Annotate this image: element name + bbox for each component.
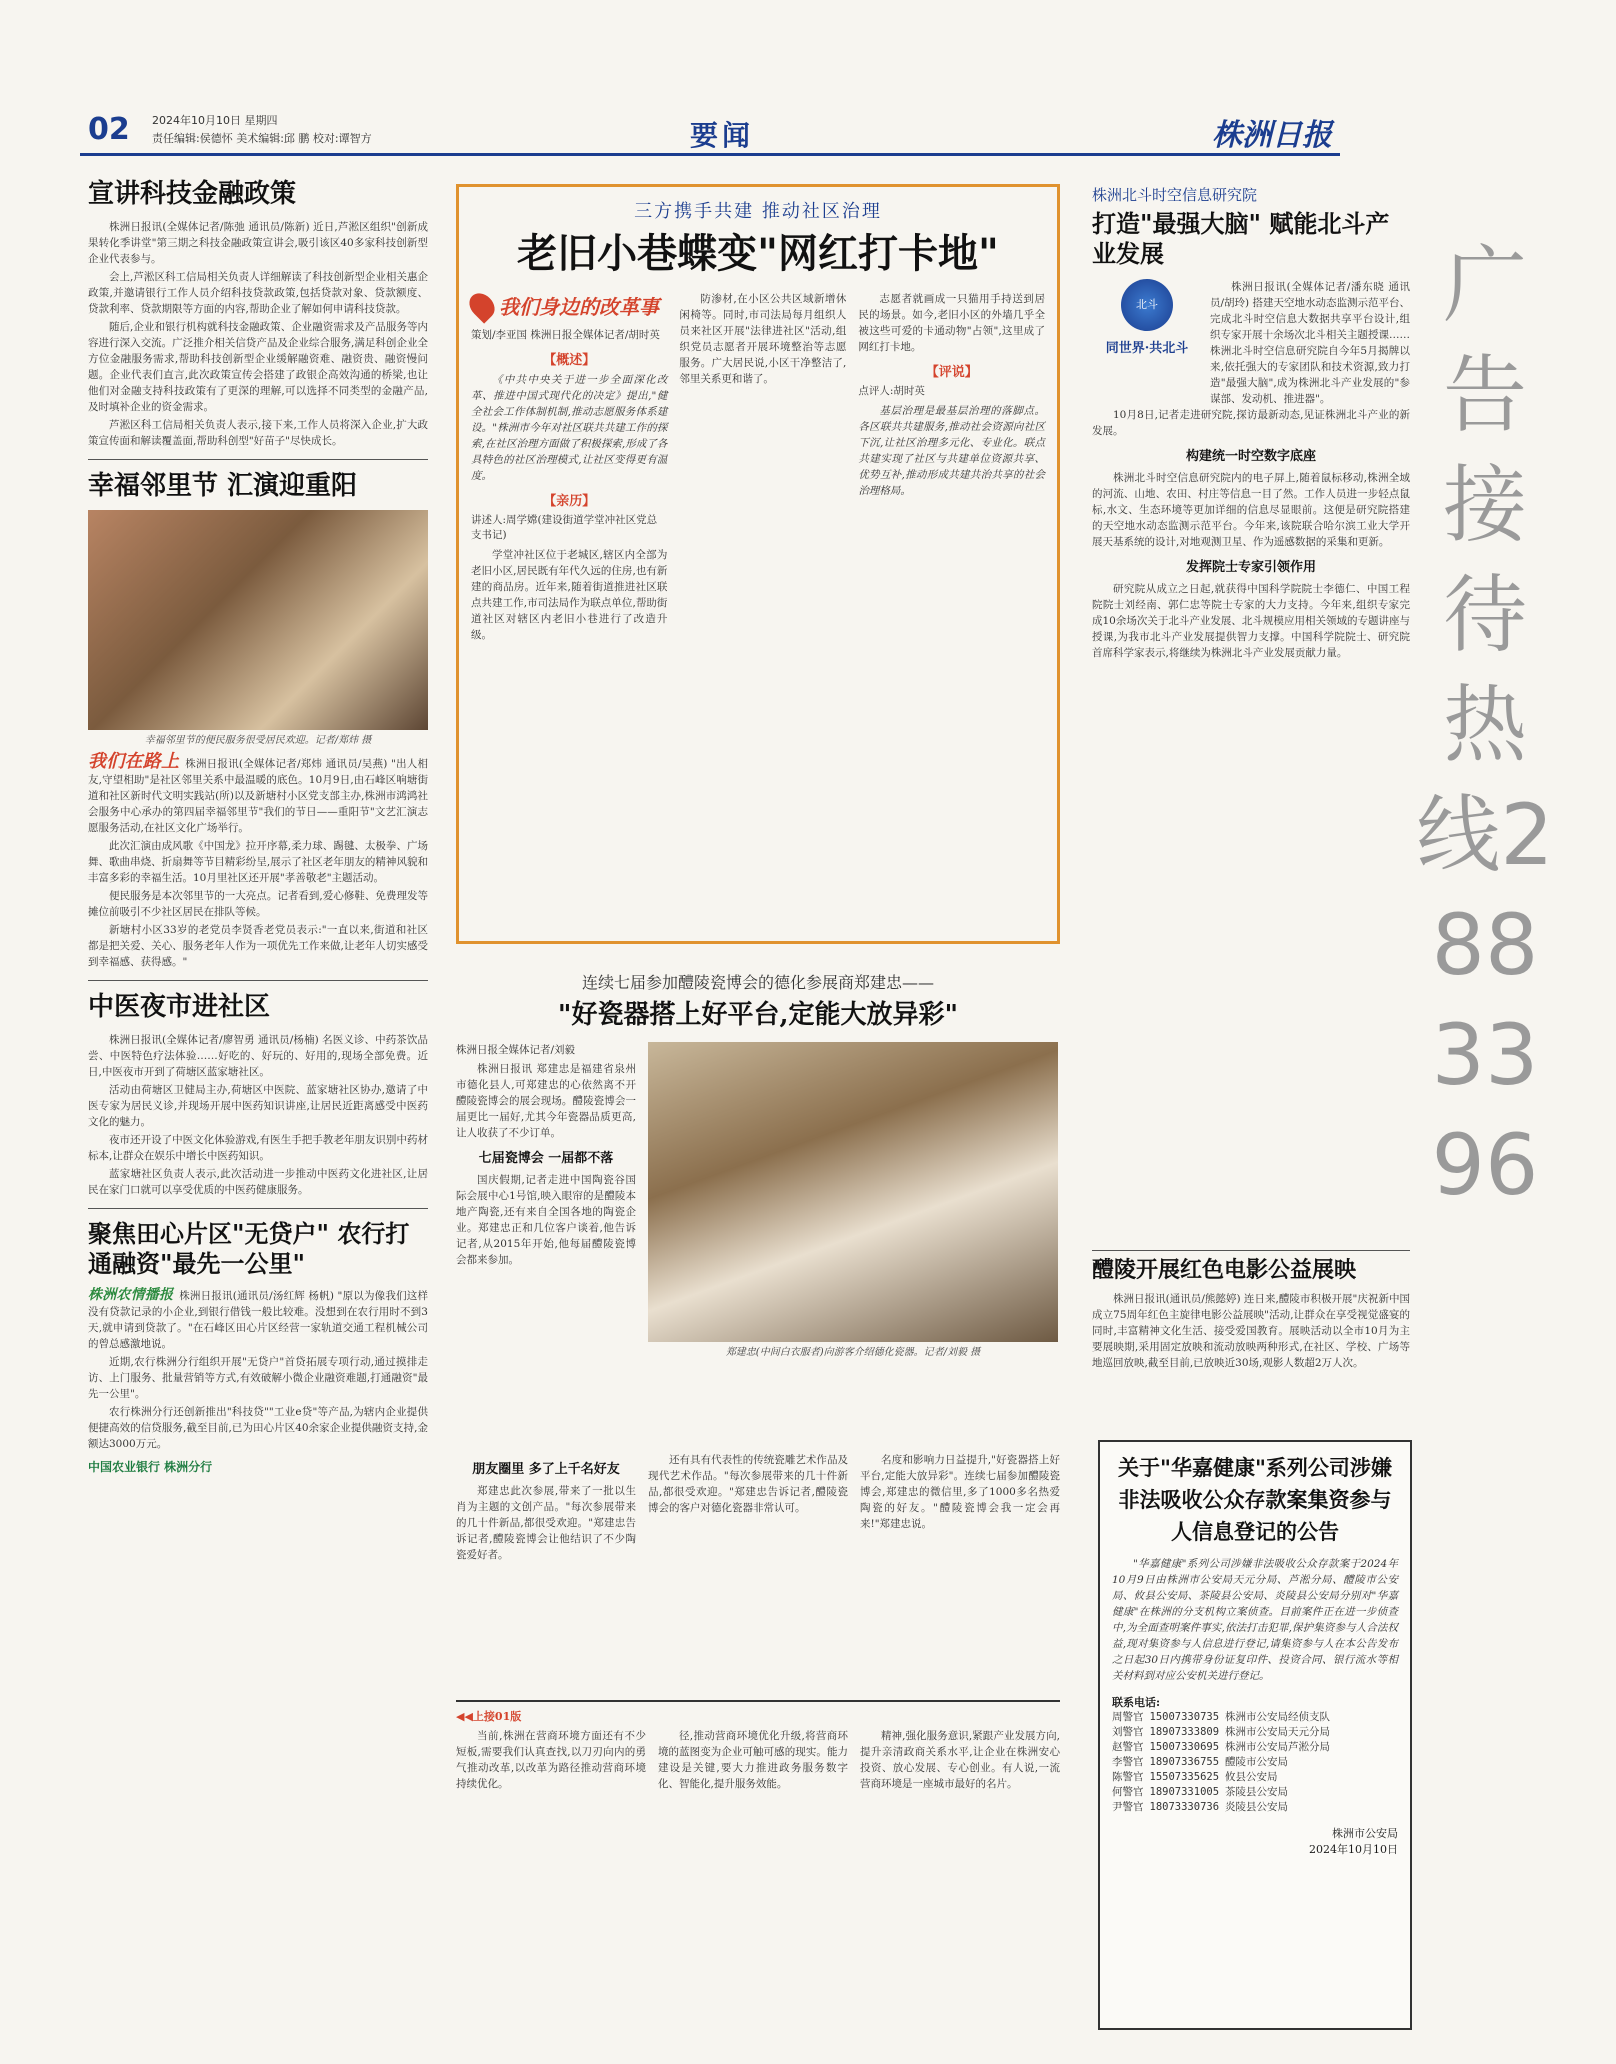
reform-badge	[471, 291, 667, 320]
paragraph: 农行株洲分行还创新推出"科技贷""工业e贷"等产品,为辖内企业提供便捷高效的信贷服务,截至目前,已为田心片区40余家企业提供融资支持,金额达3000万元。	[88, 1405, 428, 1450]
page-number: 02	[88, 112, 130, 147]
lead-title: 老旧小巷蝶变"网红打卡地"	[517, 230, 999, 277]
article-title: 宣讲科技金融政策	[88, 179, 297, 209]
ceramics-text-2: 郑建忠此次参展,带来了一批以生肖为主题的文创产品。"每次参展带来的几十件新品,都很受欢迎。"郑建忠告诉记者,醴陵瓷博会让他结识了不少陶瓷爱好者。	[456, 1485, 636, 1561]
contact-name: 陈警官	[1112, 1771, 1144, 1783]
on-the-road-badge: 我们在路上	[88, 751, 180, 772]
lead-col-3	[858, 291, 1045, 643]
article-title: 幸福邻里节 汇演迎重阳	[88, 470, 358, 501]
article-tech-finance	[88, 178, 428, 449]
paragraph: 随后,企业和银行机构就科技金融政策、企业融资需求及产品服务等内容进行深入交流。广泛推介相关信贷产品及企业综合服务,满足科创企业全方位金融服务需求,帮助科技创新型企业缓解融资难、融资贵、融资慢问题。企业代表们直言,此次政策宣传会搭建了政银企高效沟通的桥梁,也让他们对金融支持科技政策有了更深的理解,可以选择不同类型的金融产品,及时填补企业的资金需求。	[88, 320, 428, 413]
contact-phone: 18907336755	[1149, 1756, 1220, 1768]
ceramics-story	[456, 970, 1060, 1450]
overview-text: 《中共中央关于进一步全面深化改革、推进中国式现代化的决定》提出,"健全社会工作体制机制,推动志愿服务体系建设。"株洲市今年对社区联共共建工作的探索,在社区治理方面做了积极探索,形成了各具特色的社区治理模式,让社区变得更有温度。	[471, 374, 668, 482]
ceramics-col-3	[456, 1452, 636, 1682]
ceramics-text-3: 还有具有代表性的传统瓷雕艺术作品及现代艺术作品。"每次参展带来的几十件新品,都很受欢迎。"郑建忠告诉记者,醴陵瓷博会的客户对德化瓷器非常认可。	[648, 1454, 848, 1514]
contact-name: 何警官	[1112, 1786, 1144, 1798]
article-title: 聚焦田心片区"无贷户" 农行打通融资"最先一公里"	[88, 1218, 410, 1278]
divider	[88, 1208, 428, 1209]
police-notice	[1098, 1440, 1412, 2030]
paragraph: 株洲日报讯(通讯员/汤红辉 杨帆) "原以为像我们这样没有贷款记录的小企业,到银行借钱一般比较难。没想到在农行用时不到3天,就申请到贷款了。"在石峰区田心片区经营一家轨道交通工程机械公司的曾总感激地说。	[88, 1289, 428, 1350]
contact-phone: 15507335625	[1149, 1771, 1220, 1783]
lead-byline: 策划/李亚国 株洲日报全媒体记者/胡时英	[471, 329, 660, 341]
article-title: 中医夜市进社区	[88, 992, 271, 1022]
contact-unit: 株洲市公安局芦淞分局	[1225, 1741, 1331, 1753]
contact-row	[1112, 1725, 1398, 1740]
notice-issuer: 株洲市公安局	[1332, 1827, 1398, 1840]
label-comment: 【评说】	[925, 365, 978, 380]
ceramics-col-1	[456, 1042, 636, 1360]
contact-name: 李警官	[1112, 1756, 1144, 1768]
paragraph: 活动由荷塘区卫健局主办,荷塘区中医院、蓝家塘社区协办,邀请了中医专家为居民义诊,并现场开展中医药知识讲座,让居民近距离感受中医药文化的魅力。	[88, 1083, 428, 1128]
farm-news-badge: 株洲农情播报	[88, 1286, 174, 1303]
continued-story	[456, 1700, 1060, 2040]
experience-text: 学堂冲社区位于老城区,辖区内全部为老旧小区,居民既有年代久远的住房,也有新建的商品房。近年来,随着街道推进社区联点共建工作,市司法局作为联点单位,帮助街道社区对辖区内老旧小巷进行了改造升级。	[471, 549, 668, 641]
paragraph: 近期,农行株洲分行组织开展"无贷户"首贷拓展专项行动,通过摸排走访、上门服务、批量营销等方式,有效破解小微企业融资难题,打通融资"最先一公里"。	[88, 1355, 428, 1400]
article-body	[88, 1032, 428, 1198]
ceramics-lower	[456, 1452, 1060, 1682]
article-body	[88, 219, 428, 449]
header-meta	[152, 112, 372, 148]
contact-unit: 攸县公安局	[1225, 1771, 1278, 1783]
contact-row	[1112, 1755, 1398, 1770]
article-body	[88, 1287, 428, 1452]
liling-text: 株洲日报讯(通讯员/熊懿婷) 连日来,醴陵市积极开展"庆祝新中国成立75周年红色主旋律电影公益展映"活动,让群众在享受视觉盛宴的同时,丰富精神文化生活、接受爱国教育。展映活动以全市10月为主要展映期,采用固定放映和流动放映两种形式,在社区、学校、广场等地巡回放映,截至目前,已放映近30场,观影人数超2万人次。	[1092, 1292, 1410, 1369]
paragraph: 便民服务是本次邻里节的一大亮点。记者看到,爱心修鞋、免费理发等摊位前吸引不少社区居民在排队等候。	[88, 890, 428, 918]
beidou-text-1: 株洲北斗时空信息研究院内的电子屏上,随着鼠标移动,株洲全域的河流、山地、农田、村庄等信息一目了然。工作人员进一步轻点鼠标,水文、生态环境等更加详细的信息尽显眼前。这便是研究院搭建的天空地水动态监测示范平台。今年来,该院联合哈尔滨工业大学开展天基系统的设计,对地观测卫星、作为遥感数据的采集和更新。	[1092, 472, 1410, 548]
experience-byline: 讲述人:周学嫦(建设街道学堂冲社区党总支书记)	[471, 514, 658, 541]
ceramics-col-2	[648, 1042, 1058, 1360]
liling-title: 醴陵开展红色电影公益展映	[1092, 1257, 1357, 1283]
contact-phone: 18073330736	[1149, 1801, 1220, 1813]
paragraph: 新塘村小区33岁的老党员李贤香老党员表示:"一直以来,街道和社区都是把关爱、关心、服务老年人作为一项优先工作来做,让老年人切实感受到幸福感、获得感。"	[88, 924, 428, 968]
beidou-subhead-1: 构建统一时空数字底座	[1185, 449, 1316, 464]
beidou-para-2: 10月8日,记者走进研究院,探访最新动态,见证株洲北斗产业的新发展。	[1092, 409, 1410, 437]
lead-col-2-text: 防渗材,在小区公共区域新增休闲椅等。同时,市司法局每月组织人员来社区开展"法律进社区"活动,组织党员志愿者开展环境整治等志愿服务。广大居民说,小区干净整洁了,邻里关系更和谐了。	[679, 293, 847, 385]
label-overview: 【概述】	[543, 353, 596, 368]
ceramics-lead-text: 株洲日报讯 郑建忠是福建省泉州市德化县人,可郑建忠的心依然离不开醴陵瓷博会的展会现场。醴陵瓷博会一届更比一届好,尤其今年瓷器品质更高,让人收获了不少订单。	[456, 1062, 636, 1139]
paragraph: 株洲日报讯(全媒体记者/郑炜 通讯员/吴燕) "出人相友,守望相助"是社区邻里关系中最温暖的底色。10月9日,由石峰区响塘街道和社区新时代文明实践站(所)以及新塘村小区党支部主办,株洲市鸿鸿社会服务中心承办的第四届幸福邻里节"我们的节日——重阳节"文艺汇演志愿服务活动,在社区文化广场举行。	[88, 758, 428, 834]
article-tcm-night-market	[88, 991, 428, 1198]
notice-date: 2024年10月10日	[1309, 1843, 1398, 1856]
ceramics-byline: 株洲日报全媒体记者/刘毅	[456, 1043, 576, 1056]
article-body	[88, 751, 428, 970]
contact-unit: 株洲市公安局天元分局	[1225, 1726, 1331, 1738]
beidou-kicker: 株洲北斗时空信息研究院	[1092, 186, 1258, 204]
notice-body: "华嘉健康"系列公司涉嫌非法吸收公众存款案于2024年10月9日由株洲市公安局天元分局、芦淞分局、醴陵市公安局、攸县公安局、茶陵县公安局、炎陵县公安局分别对"华嘉健康"在株洲的分支机构立案侦查。目前案件正在进一步侦查中,为全面查明案件事实,依法打击犯罪,保护集资参与人合法权益,现对集资参与人信息进行登记,请集资参与人在本公告发布之日起30日内携带身份证复印件、投资合同、银行流水等相关材料到对应公安机关进行登记。	[1112, 1558, 1398, 1682]
beidou-intro	[1092, 279, 1410, 407]
continued-columns	[456, 1728, 1060, 1792]
contact-phone: 18907333809	[1149, 1726, 1220, 1738]
contacts-label: 联系电话:	[1112, 1696, 1161, 1709]
paragraph: 株洲日报讯(全媒体记者/廖智勇 通讯员/杨楠) 名医义诊、中药茶饮品尝、中医特色疗法体验……好吃的、好玩的、好用的,现场全部免费。近日,中医夜市开到了荷塘区蓝家塘社区。	[88, 1033, 428, 1078]
continued-col-1: 当前,株洲在营商环境方面还有不少短板,需要我们认真查找,以刀刃向内的勇气推动改革,以改革为路径推动营商环境持续优化。	[456, 1730, 646, 1790]
continued-col-2: 径,推动营商环境优化升级,将营商环境的蓝图变为企业可触可感的现实。能力建设是关键,要大力推进政务服务数字化、智能化,提升服务效能。	[658, 1730, 848, 1790]
ceramics-text-1: 国庆假期,记者走进中国陶瓷谷国际会展中心1号馆,映入眼帘的是醴陵本地产陶瓷,还有来自全国各地的陶瓷企业。郑建忠正和几位客户谈着,他告诉记者,从2015年开始,他每届醴陵瓷博会都来参加。	[456, 1173, 636, 1266]
divider	[88, 459, 428, 460]
contacts-list	[1112, 1710, 1398, 1815]
contact-row	[1112, 1770, 1398, 1785]
beidou-subhead-2: 发挥院士专家引领作用	[1185, 560, 1316, 575]
contact-unit: 炎陵县公安局	[1225, 1801, 1289, 1813]
ad-hotline-text: 广告接待热线2883396	[1416, 236, 1554, 1214]
reform-badge-label: 我们身边的改革事	[499, 295, 659, 319]
beidou-slogan: 同世界·共北斗	[1105, 341, 1189, 356]
contact-unit: 醴陵市公安局	[1225, 1756, 1289, 1768]
contact-row	[1112, 1710, 1398, 1725]
contact-row	[1112, 1800, 1398, 1815]
liling-film-story	[1092, 1250, 1410, 1430]
article-neighbor-festival	[88, 470, 428, 971]
ceramics-subhead-1: 七届瓷博会 一届都不落	[478, 1150, 614, 1166]
paragraph: 蓝家塘社区负责人表示,此次活动进一步推动中医药文化进社区,让居民在家门口就可以享受优质的中医药健康服务。	[88, 1167, 428, 1196]
editors-line: 责任编辑:侯德怀 美术编辑:邱 鹏 校对:谭智方	[152, 132, 372, 145]
ceramics-col-5	[860, 1452, 1060, 1682]
paragraph: 株洲日报讯(全媒体记者/陈弛 通讯员/陈新) 近日,芦淞区组织"创新成果转化季讲堂"第三期之科技金融政策宣讲会,吸引该区40多家科技创新型企业代表参与。	[88, 220, 428, 265]
page-header	[80, 110, 1340, 156]
lead-col-2	[679, 291, 846, 643]
ceramics-photo-caption: 郑建忠(中间白衣服者)向游客介绍德化瓷器。记者/刘毅 摄	[725, 1346, 981, 1358]
festival-photo	[88, 510, 428, 730]
lead-subtitle: 三方携手共建 推动社区治理	[634, 201, 882, 222]
contact-phone: 15007330735	[1149, 1711, 1220, 1723]
contact-phone: 15007330695	[1149, 1741, 1220, 1753]
issue-date: 2024年10月10日 星期四	[152, 114, 278, 127]
paragraph: 芦淞区科工信局相关负责人表示,接下来,工作人员将深入企业,扩大政策宣传面和解读覆盖面,帮助科创型"好苗子"尽快成长。	[88, 418, 428, 447]
location-pin-icon	[464, 288, 499, 323]
lead-columns	[471, 291, 1045, 643]
beidou-lead: 株洲日报讯(全媒体记者/潘东晓 通讯员/胡玲) 搭建天空地水动态监测示范平台、完成北斗时空信息大数据共享平台设计,组织专家开展十余场次北斗相关主题授课……株洲北斗时空信息研究院自今年5月揭牌以来,依托强大的专家团队和技术资源,致力打造"最强大脑",成为株洲北斗产业发展的"参谋部、发动机、推进器"。	[1210, 281, 1410, 405]
ceramics-pretitle: 连续七届参加醴陵瓷博会的德化参展商郑建忠——	[581, 973, 934, 992]
contact-row	[1112, 1740, 1398, 1755]
contact-name: 周警官	[1112, 1711, 1144, 1723]
paragraph: 夜市还开设了中医文化体验游戏,有医生手把手教老年朋友识别中药材标本,让群众在娱乐中增长中医药知识。	[88, 1133, 428, 1162]
left-column	[88, 178, 428, 2038]
ceramics-photo	[648, 1042, 1058, 1342]
contact-row	[1112, 1785, 1398, 1800]
beidou-text-2: 研究院从成立之日起,就获得中国科学院院士李德仁、中国工程院院士刘经南、郭仁忠等院士专家的大力支持。今年来,组织专家完成10余场次关于北斗产业发展、北斗规模应用相关领域的专题讲座与授课,为我市北斗产业发展提供智力支撑。中国科学院院士、研究院首席科学家表示,将继续为株洲北斗产业发展贡献力量。	[1092, 583, 1410, 659]
beidou-title: 打造"最强大脑" 赋能北斗产业发展	[1092, 209, 1390, 268]
ad-hotline-vertical	[1410, 230, 1560, 1220]
contact-name: 刘警官	[1112, 1726, 1144, 1738]
beidou-story	[1092, 184, 1410, 1234]
paragraph: 此次汇演由成风歌《中国龙》拉开序幕,柔力球、踢毽、太极拳、广场舞、歌曲串烧、折扇舞等节目精彩纷呈,展示了社区老年朋友的精神风貌和丰富多彩的幸福生活。10月里社区还开展"孝善敬老"主题活动。	[88, 840, 428, 884]
continued-col-3: 精神,强化服务意识,紧跟产业发展方向,提升亲清政商关系水平,让企业在株洲安心投资、放心发展、专心创业。有人说,一流营商环境是一座城市最好的名片。	[860, 1730, 1060, 1790]
continued-label: ◀◀上接01版	[456, 1710, 522, 1723]
lead-story	[456, 184, 1060, 944]
ceramics-columns	[456, 1042, 1060, 1360]
beidou-logo-block	[1092, 279, 1202, 407]
paragraph: 会上,芦淞区科工信局相关负责人详细解读了科技创新型企业相关惠企政策,并邀请银行工作人员介绍科技贷款政策,包括贷款对象、贷款额度、贷款利率、贷款期限等方面的内容,帮助企业了解如何申请科技贷款。	[88, 270, 428, 315]
ceramics-text-4: 名度和影响力日益提升,"好瓷器搭上好平台,定能大放异彩"。连续七届参加醴陵瓷博会,郑建忠的微信里,多了1000多名热爱陶瓷的好友。"醴陵瓷博会我一定会再来!"郑建忠说。	[860, 1454, 1060, 1530]
abc-bank-logo: 中国农业银行 株洲分行	[88, 1459, 213, 1474]
ceramics-col-4	[648, 1452, 848, 1682]
article-abc-loans	[88, 1219, 428, 1475]
lead-col-3-text: 志愿者就画成一只猫用手持送到居民的场景。如今,老旧小区的外墙几乎全被这些可爱的卡通动物"占领",这里成了网红打卡地。	[858, 293, 1045, 353]
beidou-seal-icon: 北斗	[1121, 279, 1173, 331]
photo-caption: 幸福邻里节的便民服务很受居民欢迎。记者/郑炜 摄	[144, 735, 372, 746]
label-experience: 【亲历】	[543, 494, 596, 509]
lead-col-1	[471, 291, 667, 643]
contact-unit: 茶陵县公安局	[1225, 1786, 1289, 1798]
contact-name: 赵警官	[1112, 1741, 1144, 1753]
divider	[88, 980, 428, 981]
masthead-logo: 株洲日报	[1212, 118, 1332, 153]
contact-phone: 18907331005	[1149, 1786, 1220, 1798]
comment-byline: 点评人:胡时英	[858, 385, 925, 397]
ceramics-title: "好瓷器搭上好平台,定能大放异彩"	[557, 1000, 959, 1030]
section-name: 要闻	[690, 119, 755, 152]
contact-unit: 株洲市公安局经侦支队	[1225, 1711, 1331, 1723]
ceramics-subhead-2: 朋友圈里 多了上千名好友	[472, 1462, 620, 1477]
notice-title: 关于"华嘉健康"系列公司涉嫌非法吸收公众存款案集资参与人信息登记的公告	[1118, 1455, 1392, 1544]
comment-text: 基层治理是最基层治理的落脚点。各区联共共建服务,推动社会资源向社区下沉,让社区治理多元化、专业化。联点共建实现了社区与共建单位资源共享、优势互补,推动形成共建共治共享的社会治理格局。	[858, 405, 1045, 497]
contact-name: 尹警官	[1112, 1801, 1144, 1813]
